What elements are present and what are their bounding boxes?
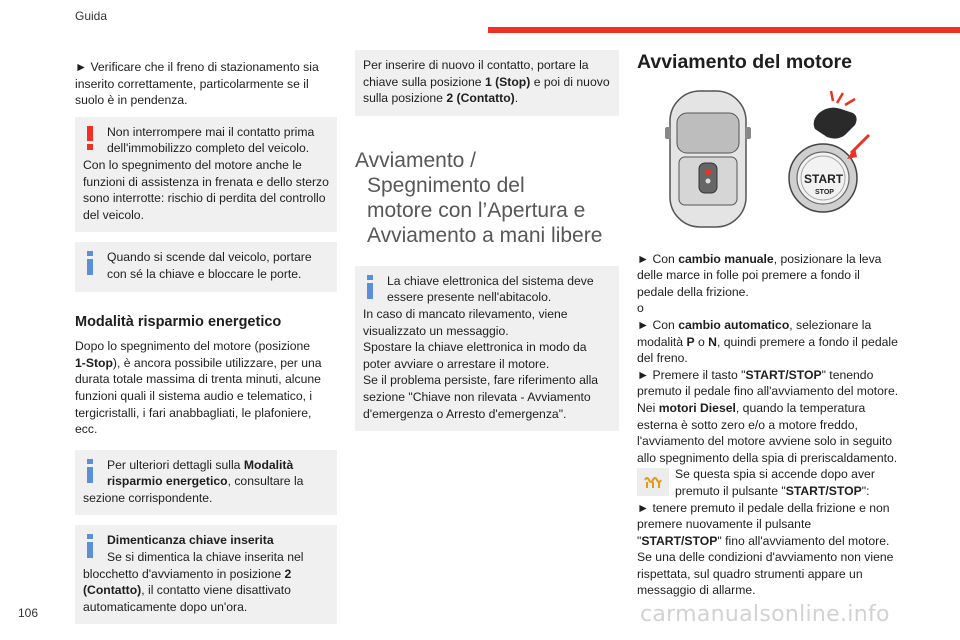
preheat-warning	[637, 466, 899, 499]
text-run: Dopo lo spegnimento del motore (posizione	[75, 339, 311, 354]
text-run: 2 (Contatto)	[446, 91, 515, 106]
info-line: automaticamente dopo un'ora.	[83, 599, 248, 614]
start-label: START	[804, 171, 844, 186]
info-line	[83, 566, 329, 583]
text-run: ":	[861, 483, 870, 498]
info-box	[355, 266, 619, 431]
info-line: con sé la chiave e bloccare le porte.	[107, 266, 302, 281]
exclamation-icon	[83, 126, 97, 150]
paragraph-energy-saving	[75, 338, 337, 438]
text-run: START/STOP	[745, 367, 822, 382]
text-run: ► Con	[637, 317, 679, 332]
warning-line: Con lo spegnimento del motore anche le	[83, 157, 302, 172]
paragraph-parking-brake: ► Verificare che il freno di stazionamento sia inserito correttamente, particolarmente se il suolo è in pendenza.	[75, 60, 319, 108]
paragraph-press	[637, 367, 899, 400]
warning-box	[75, 117, 337, 233]
text-run: ► Premere il tasto "	[637, 367, 746, 382]
info-line: Dimenticanza chiave inserita	[107, 533, 274, 548]
info-line	[83, 457, 329, 474]
text-run: Per ulteriori dettagli sulla	[107, 457, 244, 472]
column-2	[355, 50, 619, 441]
info-line: visualizzato un messaggio.	[363, 323, 509, 338]
text-run: 1-Stop	[75, 355, 113, 370]
text-run: blocchetto d'avviamento in posizione	[83, 566, 285, 581]
column-3	[637, 51, 899, 607]
info-line: sezione "Chiave non rilevata - Avviamento	[363, 389, 591, 404]
text-run: , selezionare la modalità	[637, 317, 872, 349]
text-run: , il contatto viene disattivato	[141, 583, 291, 598]
text-run: (Contatto)	[83, 583, 142, 598]
text-run: chiave sulla posizione	[363, 74, 485, 89]
info-box	[75, 525, 337, 624]
page-number: 106	[18, 606, 39, 620]
info-icon	[83, 534, 97, 558]
info-line: Quando si scende dal veicolo, portare	[107, 250, 312, 265]
text-run: cambio manuale	[678, 251, 774, 266]
info-icon	[83, 251, 97, 275]
text-run: " tenendo premuto il pedale fino all'avviamento del motore.	[637, 367, 899, 399]
text-run: , quindi premere a fondo il pedale del freno.	[637, 334, 898, 366]
text-run: ► tenere premuto il pedale della frizione e non premere nuovamente il pulsante "	[637, 500, 890, 548]
start-illustration	[637, 83, 899, 233]
text-run: e poi di nuovo	[530, 74, 610, 89]
page-header-title: Guida	[75, 9, 108, 23]
heading-line: Avviamento /	[355, 148, 477, 172]
heading-line: motore con l’Apertura e	[367, 198, 586, 222]
paragraph-fail: Se una delle condizioni d'avviamento non viene rispettata, sul quadro strumenti appare un messaggio di allarme.	[637, 550, 894, 598]
text-run: N	[708, 334, 717, 349]
paragraph-hold	[637, 500, 899, 550]
text-run: START/STOP	[785, 483, 862, 498]
note-box	[355, 50, 619, 116]
heading-line: Avviamento a mani libere	[367, 223, 603, 247]
info-icon	[83, 459, 97, 483]
text-run: , quando la temperatura esterna è sotto zero e/o a motore freddo, l'avviamento del motore avviene solo in seguito allo spegnimento della spia di preriscaldamento.	[637, 400, 898, 465]
paragraph-manual	[637, 251, 899, 301]
text-run: .	[514, 91, 519, 106]
column-1	[75, 59, 337, 634]
hand-press-icon	[814, 83, 857, 139]
warning-line: funzioni di assistenza in frenata e dello sterzo	[83, 174, 329, 189]
paragraph-auto	[637, 317, 899, 367]
warning-line: del veicolo.	[83, 207, 144, 222]
text-run: cambio automatico	[678, 317, 790, 332]
info-line: sezione corrispondente.	[83, 490, 213, 505]
warning-line: Non interrompere mai il contatto prima	[107, 124, 315, 139]
warning-line: Se questa spia si accende dopo aver	[675, 467, 875, 482]
car-top-view-icon	[637, 83, 899, 233]
text-run: risparmio energetico	[107, 474, 228, 489]
note-line	[363, 74, 611, 91]
paragraph-diesel	[637, 400, 899, 466]
text-run: START/STOP	[641, 533, 718, 548]
text-run: 1 (Stop)	[484, 74, 531, 89]
text-run: P	[686, 334, 695, 349]
info-box	[75, 242, 337, 291]
text-run: Nei	[637, 400, 659, 415]
header-accent-bar	[488, 27, 960, 33]
heading-line: Spegnimento del	[367, 173, 525, 197]
note-line	[363, 90, 611, 107]
text-run: 2	[284, 566, 292, 581]
section-heading-energy-saving: Modalità risparmio energetico	[75, 313, 282, 330]
text-run: ► Con	[637, 251, 679, 266]
note-line: Per inserire di nuovo il contatto, portare la	[363, 58, 589, 72]
text-run: Modalità	[243, 457, 294, 472]
info-line	[83, 473, 329, 490]
text-run: o	[694, 334, 709, 349]
text-run: , consultare la	[227, 474, 304, 489]
text-run: , posizionare la leva delle marce in folle poi premere a fondo il pedale della frizione.	[637, 251, 882, 299]
info-icon	[363, 275, 377, 299]
info-line: La chiave elettronica del sistema deve	[387, 273, 594, 288]
info-line: Se si dimentica la chiave inserita nel	[107, 550, 304, 565]
info-line: Se il problema persiste, fare riferimento alla	[363, 373, 599, 388]
info-line: essere presente nell'abitacolo.	[387, 290, 552, 305]
preheat-glow-plug-icon	[637, 468, 669, 496]
stop-label: STOP	[815, 188, 834, 196]
info-line: d'emergenza o Arresto d'emergenza".	[363, 406, 567, 421]
warning-line	[675, 484, 869, 498]
info-line	[83, 582, 329, 599]
text-run: sulla posizione	[363, 91, 447, 106]
warning-line: sono interrotte: rischio di perdita del controllo	[83, 191, 326, 206]
info-line: poter avviare o arrestare il motore.	[363, 356, 550, 371]
warning-line: dell'immobilizzo completo del veicolo.	[107, 141, 310, 156]
section-heading-hands-free	[355, 148, 619, 248]
info-line: Spostare la chiave elettronica in modo da	[363, 340, 587, 355]
watermark: carmanualsonline.info	[640, 602, 890, 627]
text-run: " fino all'avviamento del motore.	[717, 533, 890, 548]
text-run: premuto il pulsante "	[675, 483, 786, 498]
section-heading-engine-start: Avviamento del motore	[637, 51, 852, 73]
info-box	[75, 450, 337, 516]
info-line: In caso di mancato rilevamento, viene	[363, 306, 568, 321]
text-run: ), è ancora possibile utilizzare, per una durata totale massima di trenta minuti, alcune funzioni quali il sistema audio e telematico, i tergicristalli, i fari anabbagliati, le plafoniere, ecc.	[75, 355, 322, 437]
text-run: motori Diesel	[658, 400, 736, 415]
paragraph-or: o	[637, 301, 644, 316]
